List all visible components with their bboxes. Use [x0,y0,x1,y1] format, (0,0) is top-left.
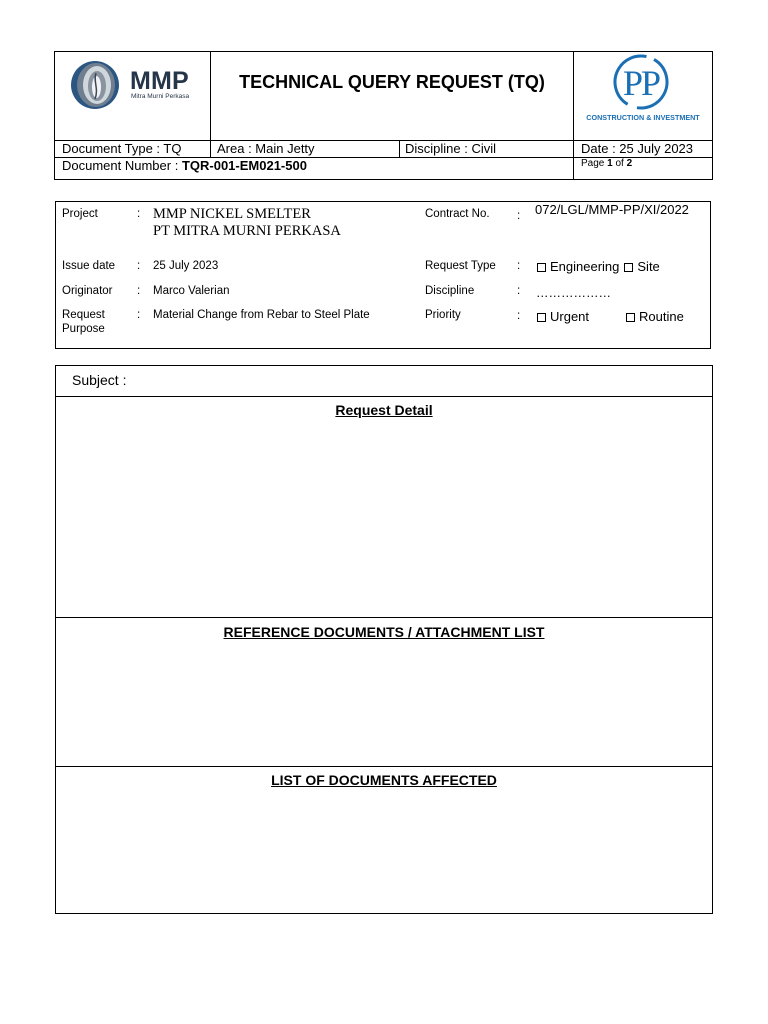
originator-label: Originator [62,285,113,297]
urgent-checkbox[interactable] [537,313,546,322]
discipline-value: ……………… [536,286,611,300]
request-purpose-label [62,308,105,336]
reference-documents-section [56,618,712,767]
pp-logo-cell [574,52,712,141]
pp-wordmark: PP [622,63,660,103]
page-indicator [574,158,712,179]
issue-date-label: Issue date [62,260,116,272]
request-purpose-colon: : [137,309,141,321]
document-title: TECHNICAL QUERY REQUEST (TQ) [239,72,545,92]
title-cell [211,52,574,141]
request-purpose-label-line2: Purpose [62,323,105,335]
request-type-engineering [537,259,619,275]
document-type: Document Type : TQ [55,141,211,158]
request-purpose-label-line1: Request [62,309,105,321]
request-form [55,365,713,914]
issue-date-value: 25 July 2023 [153,260,219,272]
mmp-emblem-icon [71,61,119,109]
mmp-wordmark: MMP [130,67,189,95]
project-value [153,206,341,240]
project-name: MMP NICKEL SMELTER [153,206,311,222]
date: Date : 25 July 2023 [574,141,712,158]
contract-no-label: Contract No. [425,208,490,220]
priority-label: Priority [425,309,461,321]
page-total: 2 [626,158,633,169]
request-type-label: Request Type [425,260,496,272]
document-number-label: Document Number : [62,158,179,173]
engineering-label: Engineering [550,259,620,274]
routine-label: Routine [639,309,684,324]
request-type-site [624,259,659,275]
project-company: PT MITRA MURNI PERKASA [153,223,341,239]
routine-checkbox[interactable] [626,313,635,322]
discipline-label: Discipline [425,285,475,297]
document-number-value: TQR-001-EM021-500 [181,158,307,173]
request-type-colon: : [517,260,521,272]
site-checkbox[interactable] [624,263,633,272]
request-type-options [537,259,660,275]
request-detail-section [56,397,712,618]
request-detail-heading: Request Detail [335,402,433,418]
contract-no-value: 072/LGL/MMP-PP/XI/2022 [535,202,689,217]
priority-colon: : [517,310,521,322]
query-info-box [55,201,711,349]
subject-label: Subject : [72,372,127,388]
area: Area : Main Jetty [211,141,400,158]
originator-value: Marco Valerian [153,285,230,297]
discipline: Discipline : Civil [400,141,574,158]
subject-row [56,366,712,397]
documents-affected-section [56,767,712,913]
contract-no-colon: : [517,210,521,222]
priority-urgent [537,309,589,325]
priority-routine [626,309,684,325]
pp-tagline: CONSTRUCTION & INVESTMENT [586,113,700,122]
engineering-checkbox[interactable] [537,263,546,272]
document-header [54,51,713,180]
project-label: Project [62,208,98,220]
originator-colon: : [137,285,141,297]
document-number [55,158,574,179]
pp-ring-icon [609,53,673,113]
request-purpose-value: Material Change from Rebar to Steel Plate [153,309,370,321]
documents-affected-heading: LIST OF DOCUMENTS AFFECTED [271,772,497,788]
urgent-label: Urgent [550,309,590,324]
mmp-subtitle: Mitra Murni Perkasa [131,93,190,100]
page-current: 1 [607,158,613,169]
reference-documents-heading: REFERENCE DOCUMENTS / ATTACHMENT LIST [223,624,545,640]
project-colon: : [137,208,141,220]
page-label: Page [581,158,605,169]
issue-date-colon: : [137,260,141,272]
page-of: of [615,158,624,169]
site-label: Site [637,259,660,274]
mmp-logo-cell [55,52,211,141]
discipline-colon: : [517,285,521,297]
